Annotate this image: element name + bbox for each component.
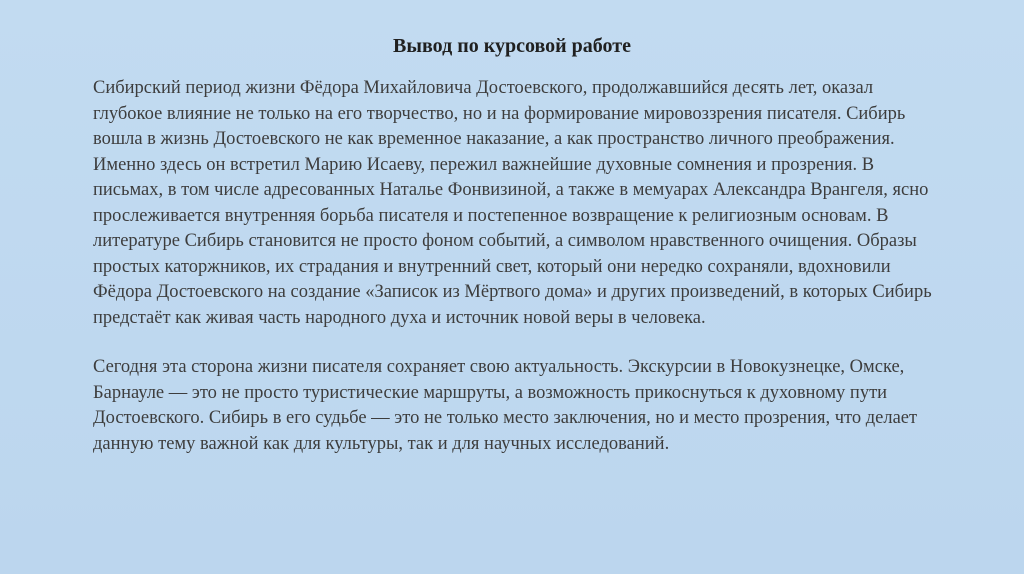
paragraph-2: Сегодня эта сторона жизни писателя сохраняет свою актуальность. Экскурсии в Новокузнецке, Омске, Барнауле — это не просто туристические маршруты, а возможность прикоснуться к духовному пути Достоевского. Сибирь в его судьбе — это не только место заключения, но и место прозрения, что делает данную тему важной как для культуры, так и для научных исследований. — [93, 357, 918, 454]
slide-body — [93, 76, 943, 457]
slide-title: Вывод по курсовой работе — [393, 35, 631, 57]
paragraph-1: Сибирский период жизни Фёдора Михайловича Достоевского, продолжавшийся десять лет, оказал глубокое влияние не только на его творчество, но и на формирование мировоззрения писателя. Сибирь вошла в жизнь Достоевского не как временное наказание, а как пространство личного преображения. Именно здесь он встретил Марию Исаеву, пережил важнейшие духовные сомнения и прозрения. В письмах, в том числе адресованных Наталье Фонвизиной, а также в мемуарах Александра Врангеля, ясно прослеживается внутренняя борьба писателя и постепенное возвращение к религиозным основам. В литературе Сибирь становится не просто фоном событий, а символом нравственного очищения. Образы простых каторжников, их страдания и внутренний свет, который они нередко сохраняли, вдохновили Фёдора Достоевского на создание «Записок из Мёртвого дома» и других произведений, в которых Сибирь предстаёт как живая часть народного духа и источник новой веры в человека. — [93, 78, 932, 328]
